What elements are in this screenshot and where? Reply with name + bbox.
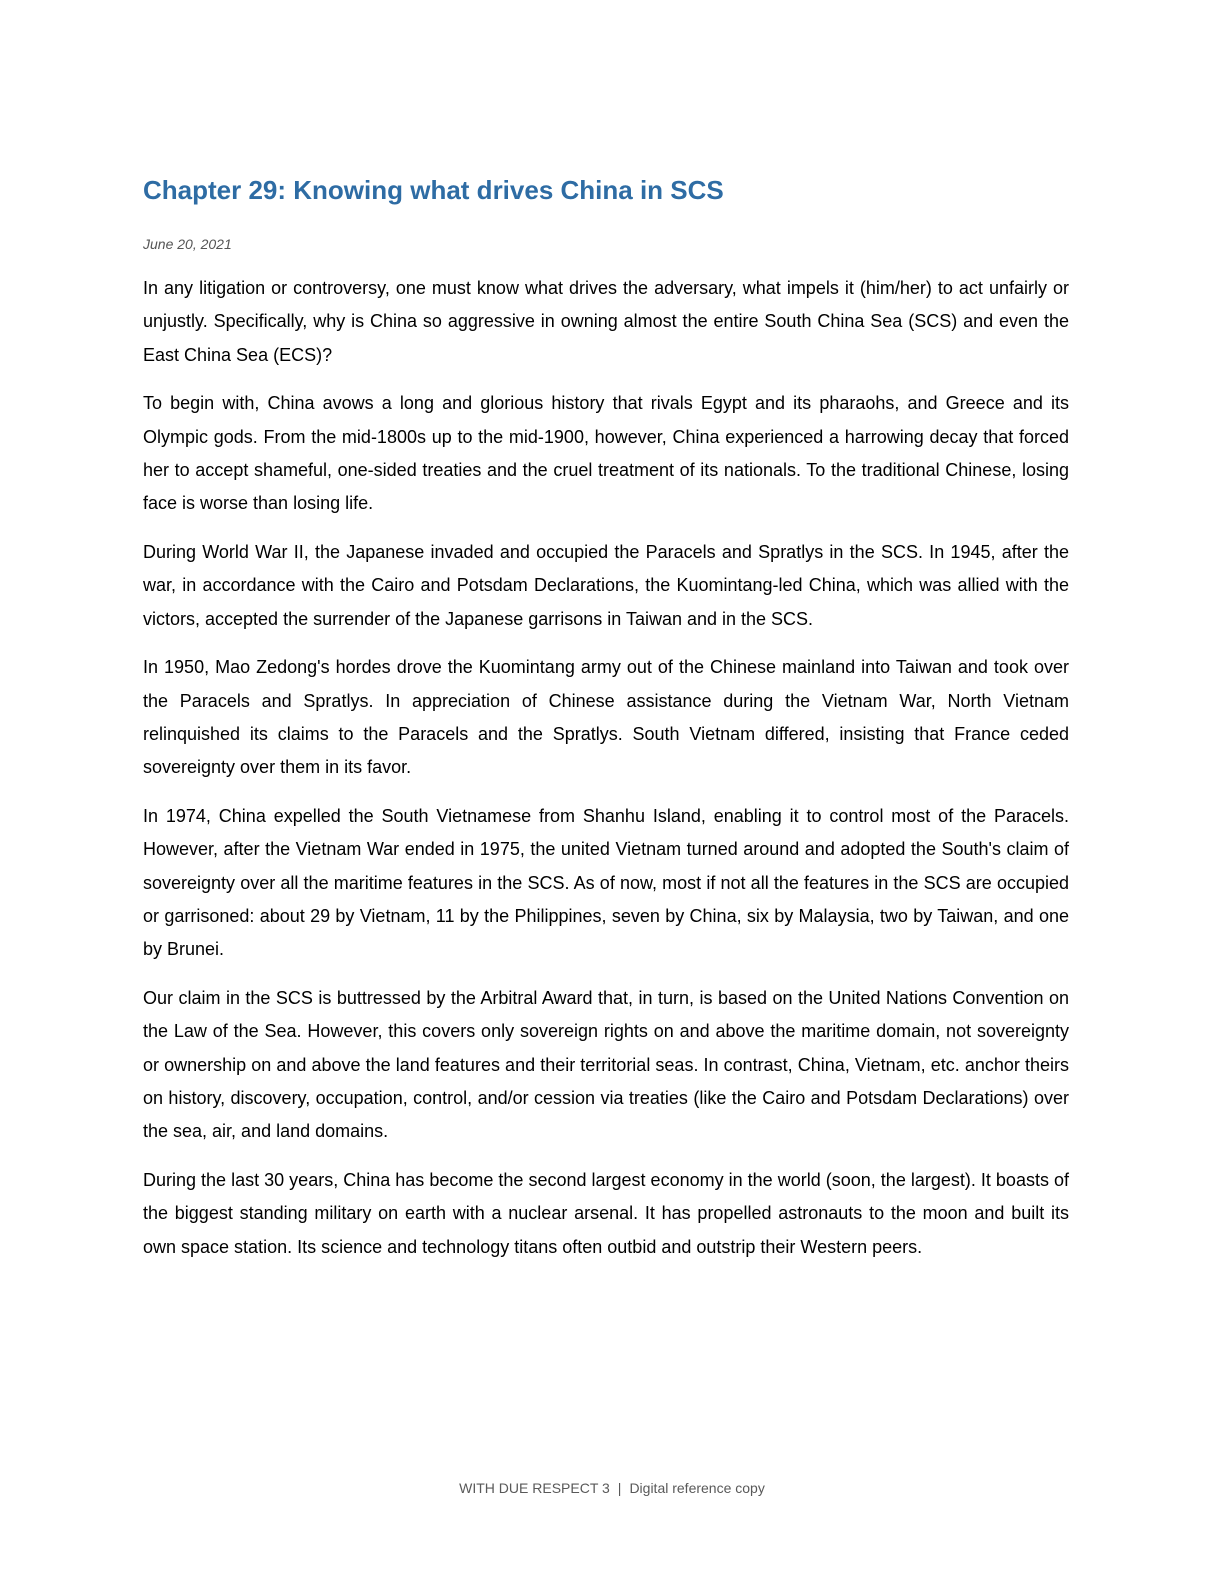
- page-footer: [0, 1478, 1224, 1498]
- document-body: [143, 168, 1069, 1280]
- paragraph-6: Our claim in the SCS is buttressed by the Arbitral Award that, in turn, is based on the United Nations Convention on the Law of the Sea. However, this covers only sovereign rights on and above the maritime domain, not sovereignty or ownership on and above the land features and their territorial seas. In contrast, China, Vietnam, etc. anchor theirs on history, discovery, occupation, control, and/or cession via treaties (like the Cairo and Potsdam Declarations) over the sea, air, and land domains.: [143, 988, 1069, 1142]
- paragraph-3: During World War II, the Japanese invaded and occupied the Paracels and Spratlys in the SCS. In 1945, after the war, in accordance with the Cairo and Potsdam Declarations, the Kuomintang-led China, which was allied with the victors, accepted the surrender of the Japanese garrisons in Taiwan and in the SCS.: [143, 542, 1069, 629]
- footer-book-title: WITH DUE RESPECT 3: [459, 1480, 610, 1496]
- paragraph-4: In 1950, Mao Zedong's hordes drove the Kuomintang army out of the Chinese mainland into Taiwan and took over the Paracels and Spratlys. In appreciation of Chinese assistance during the Vietnam War, North Vietnam relinquished its claims to the Paracels and the Spratlys. South Vietnam differed, insisting that France ceded sovereignty over them in its favor.: [143, 657, 1069, 778]
- paragraph-1: In any litigation or controversy, one must know what drives the adversary, what impels it (him/her) to act unfairly or unjustly. Specifically, why is China so aggressive in owning almost the entire South China Sea (SCS) and even the East China Sea (ECS)?: [143, 278, 1069, 365]
- paragraph-2: To begin with, China avows a long and glorious history that rivals Egypt and its pharaohs, and Greece and its Olympic gods. From the mid-1800s up to the mid-1900, however, China experienced a harrowing decay that forced her to accept shameful, one-sided treaties and the cruel treatment of its nationals. To the traditional Chinese, losing face is worse than losing life.: [143, 393, 1069, 514]
- paragraph-5: In 1974, China expelled the South Vietnamese from Shanhu Island, enabling it to control most of the Paracels. However, after the Vietnam War ended in 1975, the united Vietnam turned around and adopted the South's claim of sovereignty over all the maritime features in the SCS. As of now, most if not all the features in the SCS are occupied or garrisoned: about 29 by Vietnam, 11 by the Philippines, seven by China, six by Malaysia, two by Taiwan, and one by Brunei.: [143, 806, 1069, 960]
- footer-note: Digital reference copy: [629, 1480, 765, 1496]
- paragraph-7: During the last 30 years, China has become the second largest economy in the world (soon, the largest). It boasts of the biggest standing military on earth with a nuclear arsenal. It has propelled astronauts to the moon and built its own space station. Its science and technology titans often outbid and outstrip their Western peers.: [143, 1170, 1069, 1257]
- chapter-title: Chapter 29: Knowing what drives China in SCS: [143, 175, 724, 205]
- publication-date: June 20, 2021: [143, 236, 232, 252]
- footer-separator: |: [617, 1480, 622, 1496]
